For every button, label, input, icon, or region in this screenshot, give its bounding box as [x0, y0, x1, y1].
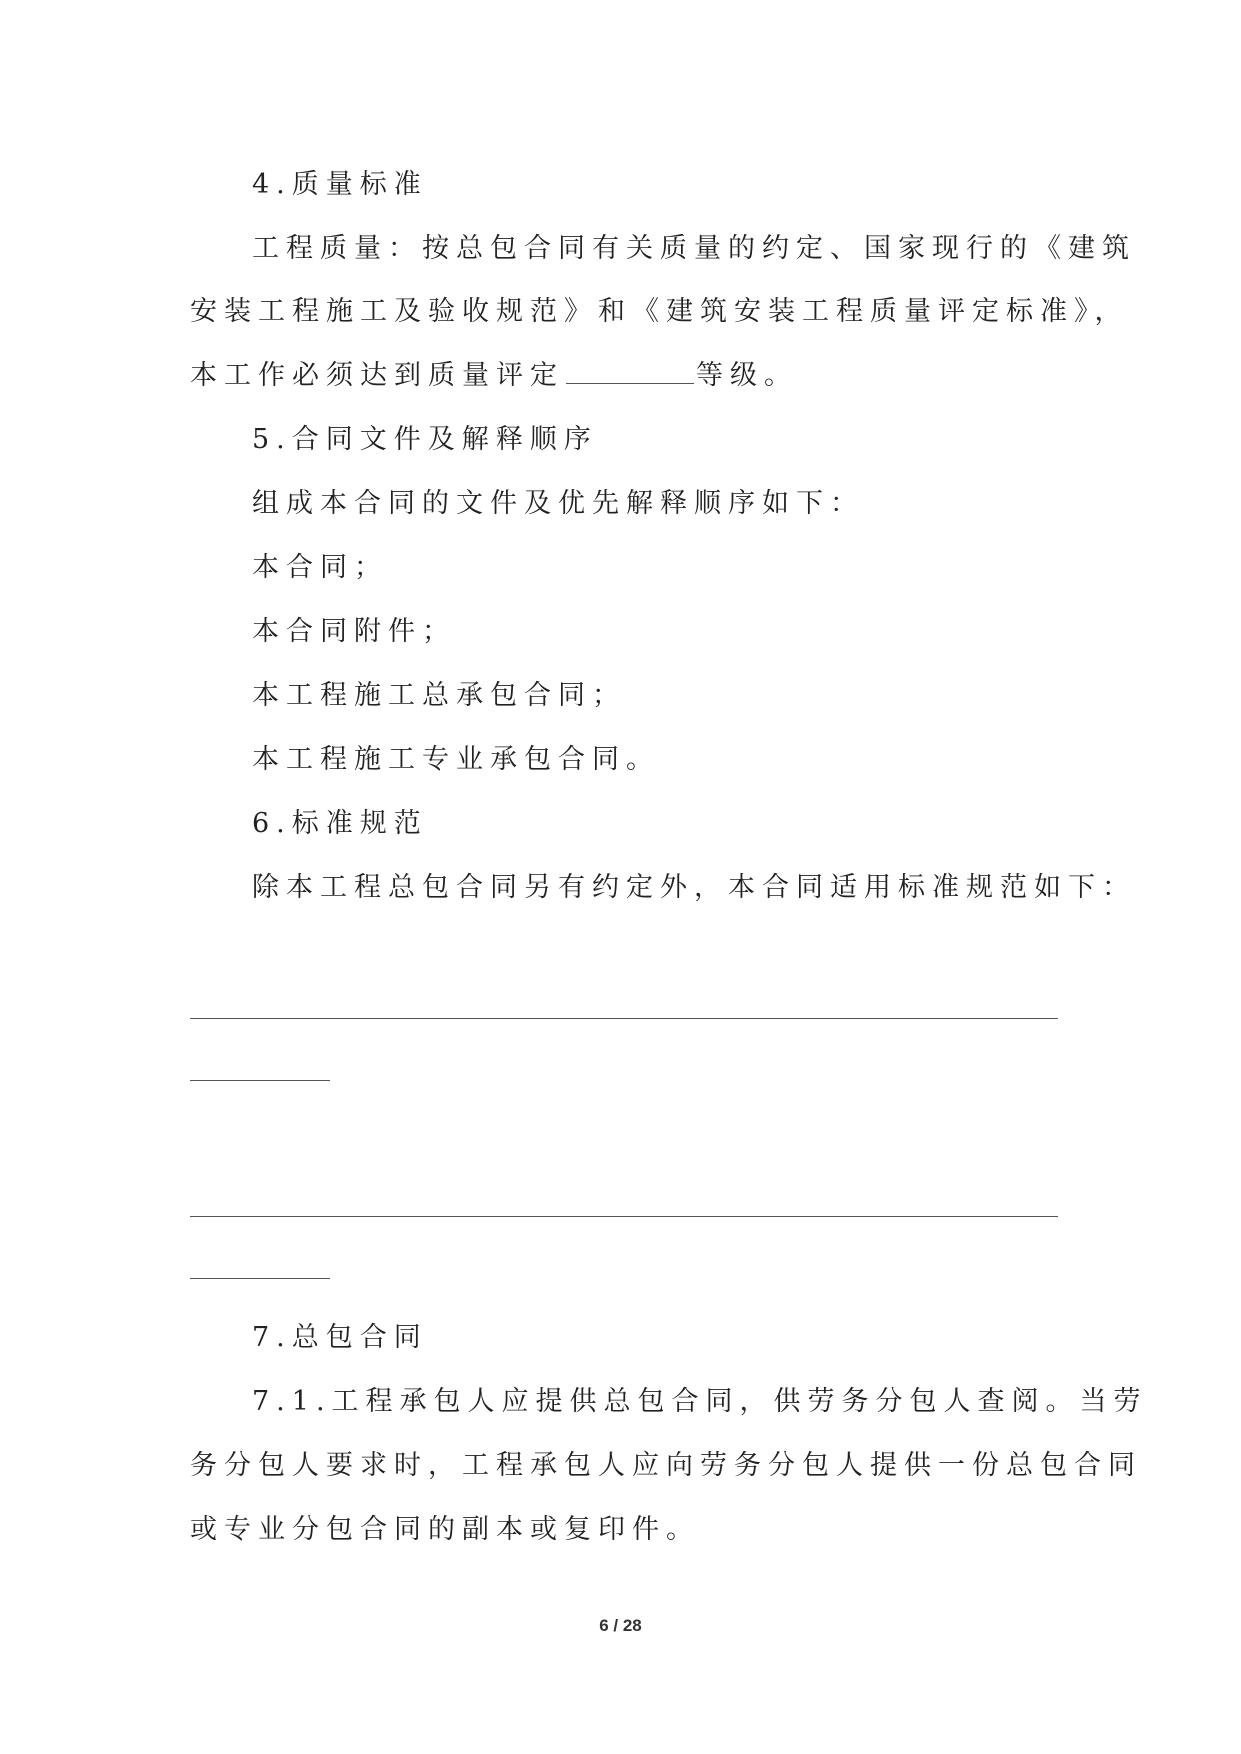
section-heading-quality: 4.质量标准	[252, 169, 428, 200]
general-contract-line-3: 或专业分包合同的副本或复印件。	[190, 1514, 700, 1545]
general-contract-line-2: 务分包人要求时，工程承包人应向劳务分包人提供一份总包合同	[190, 1450, 1142, 1481]
blank-fill-line	[190, 1080, 330, 1081]
quality-text-before-blank: 本工作必须达到质量评定	[190, 360, 564, 391]
blank-fill-line	[190, 1018, 1058, 1019]
contract-doc-item: 本工程施工专业承包合同。	[252, 744, 660, 775]
quality-paragraph-line-1: 工程质量：按总包合同有关质量的约定、国家现行的《建筑	[252, 233, 1136, 264]
standards-intro: 除本工程总包合同另有约定外，本合同适用标准规范如下：	[252, 872, 1136, 903]
section-heading-contract-docs: 5.合同文件及解释顺序	[252, 424, 598, 455]
section-heading-standards: 6.标准规范	[252, 808, 428, 839]
quality-text-after-blank: 等级。	[696, 360, 798, 391]
section-heading-general-contract: 7.总包合同	[252, 1322, 428, 1353]
general-contract-line-1: 7.1.工程承包人应提供总包合同，供劳务分包人查阅。当劳	[252, 1386, 1148, 1417]
quality-paragraph-line-3	[190, 356, 1070, 396]
page-number: 6 / 28	[599, 1616, 642, 1635]
contract-doc-item: 本工程施工总承包合同；	[252, 680, 626, 711]
contract-doc-item: 本合同；	[252, 552, 388, 583]
quality-grade-blank	[566, 361, 694, 384]
contract-docs-intro: 组成本合同的文件及优先解释顺序如下：	[252, 488, 864, 519]
blank-fill-line	[190, 1278, 330, 1279]
blank-fill-line	[190, 1216, 1058, 1217]
contract-doc-item: 本合同附件；	[252, 616, 456, 647]
quality-paragraph-line-2: 安装工程施工及验收规范》和《建筑安装工程质量评定标准》，	[190, 296, 1129, 327]
